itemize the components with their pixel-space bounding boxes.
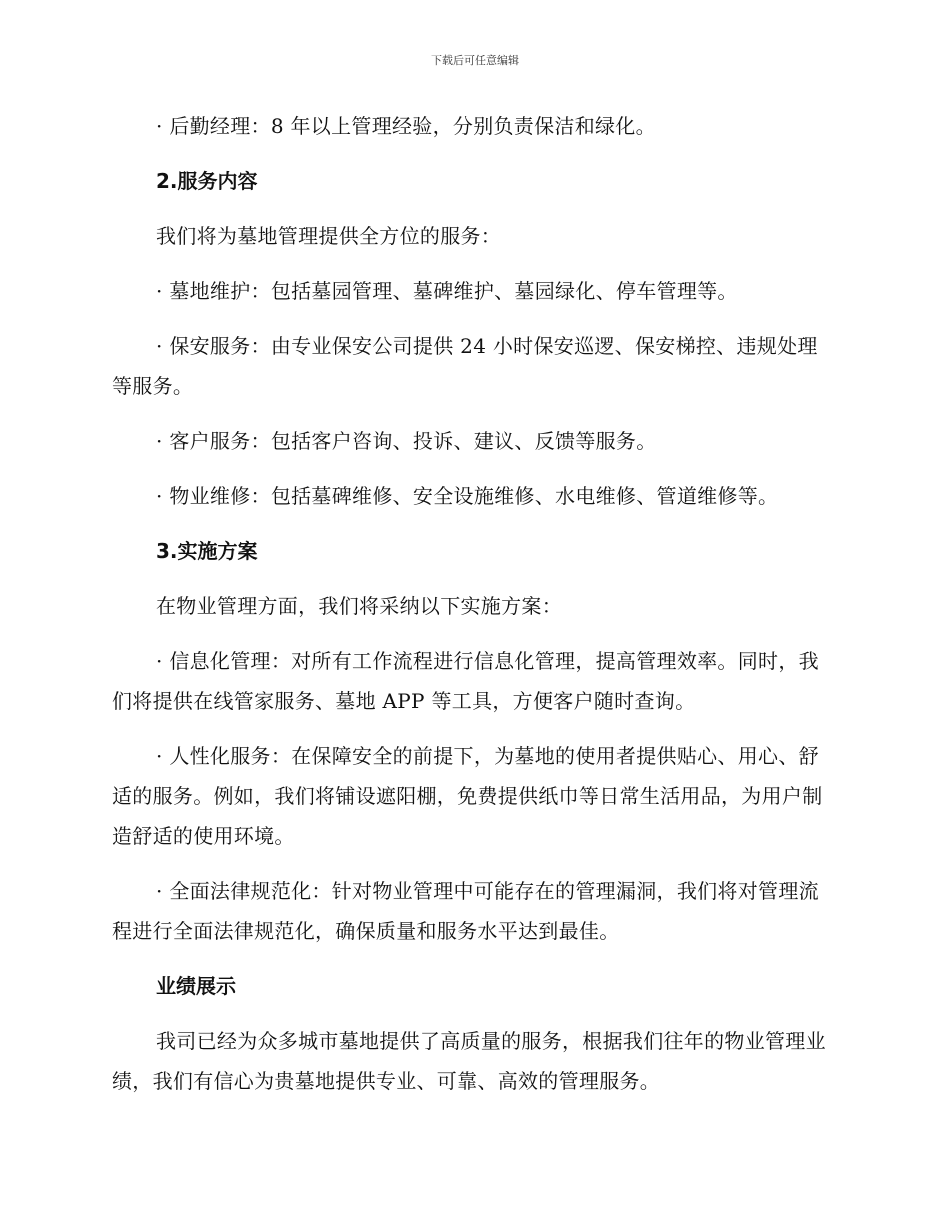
paragraph-service-intro: 我们将为墓地管理提供全方位的服务： [156, 224, 502, 248]
paragraph-legal-standardization: · 全面法律规范化：针对物业管理中可能存在的管理漏洞，我们将对管理流程进行全面法律规范化，确保质量和服务水平达到最佳。 [112, 879, 819, 943]
paragraph-logistics-manager: · 后勤经理：8 年以上管理经验，分别负责保洁和绿化。 [156, 114, 656, 138]
paragraph-cemetery-maintenance: · 墓地维护：包括墓园管理、墓碑维护、墓园绿化、停车管理等。 [156, 279, 738, 303]
page-header-note: 下载后可任意编辑 [431, 54, 519, 67]
paragraph-plan-intro: 在物业管理方面，我们将采纳以下实施方案： [156, 594, 562, 618]
heading-performance: 业绩展示 [156, 974, 236, 998]
paragraph-security-service: · 保安服务：由专业保安公司提供 24 小时保安巡逻、保安梯控、违规处理等服务。 [112, 334, 818, 398]
document-body [112, 106, 830, 1116]
paragraph-humanized-service: · 人性化服务：在保障安全的前提下，为墓地的使用者提供贴心、用心、舒适的服务。例如，我们将铺设遮阳棚，免费提供纸巾等日常生活用品，为用户制造舒适的使用环境。 [112, 744, 823, 848]
paragraph-property-repair: · 物业维修：包括墓碑维修、安全设施维修、水电维修、管道维修等。 [156, 484, 779, 508]
paragraph-information-management: · 信息化管理：对所有工作流程进行信息化管理，提高管理效率。同时，我们将提供在线管家服务、墓地 APP 等工具，方便客户随时查询。 [112, 649, 819, 713]
heading-implementation-plan: 3.实施方案 [156, 539, 258, 563]
paragraph-performance: 我司已经为众多城市墓地提供了高质量的服务，根据我们往年的物业管理业绩，我们有信心为贵墓地提供专业、可靠、高效的管理服务。 [112, 1029, 826, 1093]
heading-service-content: 2.服务内容 [156, 169, 258, 193]
paragraph-customer-service: · 客户服务：包括客户咨询、投诉、建议、反馈等服务。 [156, 429, 657, 453]
